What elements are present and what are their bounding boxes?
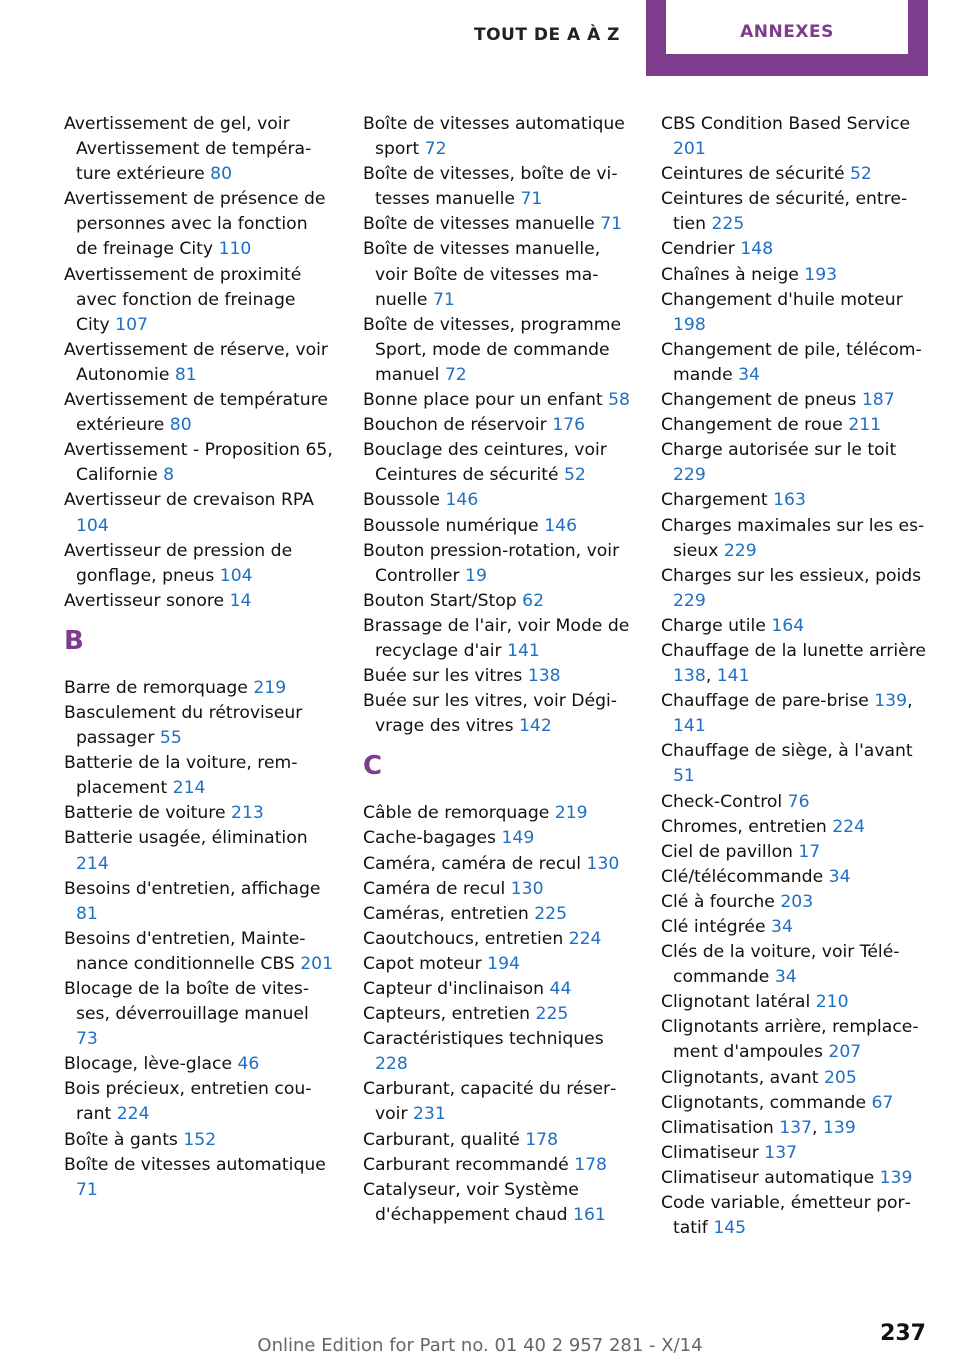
index-entry: [64, 701, 334, 751]
index-entry: [661, 112, 931, 162]
index-entry-text: Avertissement de présence de personnes avec la fonction de freinage City: [64, 189, 326, 260]
index-entry-text: Climatiseur: [661, 1142, 765, 1163]
page-ref-link[interactable]: 104: [219, 565, 253, 586]
index-entry-text: Catalyseur, voir Système d'échappement chaud: [363, 1179, 579, 1225]
index-entry-text: Caméra de recul: [363, 878, 511, 899]
page-ref-link[interactable]: 139: [879, 1167, 913, 1188]
index-entry-text: Carburant, qualité: [363, 1129, 526, 1150]
page-ref-link[interactable]: 231: [413, 1104, 446, 1125]
index-entry: [363, 1027, 633, 1077]
page-ref-link[interactable]: 194: [487, 953, 520, 974]
index-entry: [363, 614, 633, 664]
page-ref-link[interactable]: 145: [713, 1218, 747, 1239]
index-entry-text: Clé intégrée: [661, 917, 772, 937]
index-entry-text: Chargement: [661, 490, 774, 511]
index-entry: [363, 689, 633, 739]
index-entry-text: Climatiseur automatique: [661, 1167, 880, 1188]
index-entry-text: Clé/télécommande: [661, 866, 829, 887]
index-entry-text: Boîte de vitesses, programme Sport, mode de commande manuel: [363, 314, 622, 385]
index-entry: [363, 952, 633, 977]
index-entry: [661, 288, 931, 338]
index-entry-text: Changement d'huile moteur: [661, 289, 903, 310]
index-entry: [363, 388, 633, 413]
chapter-tab: [646, 0, 928, 76]
page-ref-link[interactable]: 51: [673, 766, 695, 787]
index-entry: [64, 977, 334, 1052]
page-ref-link[interactable]: 146: [445, 490, 479, 511]
index-entry-text: Buée sur les vitres: [363, 666, 528, 687]
index-entry: [64, 877, 334, 927]
page-ref-link[interactable]: 55: [159, 728, 182, 749]
running-header: [0, 0, 644, 76]
page-ref-link[interactable]: 152: [183, 1129, 217, 1150]
index-entry-text: Bouton pression-rotation, voir Controller: [363, 540, 620, 586]
index-entry-text: Avertissement - Proposition 65, Californie: [64, 440, 333, 486]
index-entry: [363, 1077, 633, 1127]
index-entry: [363, 902, 633, 927]
index-entry: [661, 438, 931, 488]
page-ref-link[interactable]: 76: [787, 791, 810, 812]
index-entry: [661, 237, 931, 262]
index-entry-text: Basculement du rétroviseur passager: [64, 702, 303, 749]
index-entry-text: Carburant recommandé: [363, 1154, 575, 1175]
page-ref-link[interactable]: 81: [76, 903, 98, 924]
index-entry-text: Code variable, émetteur portatif: [661, 1193, 911, 1239]
index-entry: [363, 826, 633, 851]
index-entry: [661, 990, 931, 1015]
index-entry: [64, 263, 334, 338]
index-entry: [363, 514, 633, 539]
page-ref-link[interactable]: 198: [673, 314, 706, 335]
index-entry: [661, 338, 931, 388]
index-entry-text: Chaînes à neige: [661, 264, 805, 285]
index-column-3: [661, 112, 931, 1241]
index-entry: [64, 1077, 334, 1127]
index-entry-text: Avertissement de température extérieure: [64, 390, 328, 436]
page-ref-link[interactable]: 146: [544, 515, 578, 536]
page-ref-link[interactable]: 67: [871, 1092, 894, 1113]
page-ref-link[interactable]: 178: [574, 1154, 607, 1175]
index-entry: [363, 313, 633, 388]
index-entry-text: Changement de roue: [661, 415, 849, 436]
index-entry-text: Boussole numérique: [363, 515, 545, 536]
index-entry: [363, 237, 633, 312]
index-entry: [64, 187, 334, 262]
page-ref-link[interactable]: 225: [711, 214, 745, 235]
page-ref-link[interactable]: 213: [231, 803, 264, 824]
page-ref-link[interactable]: 17: [798, 841, 821, 862]
index-entry-text: Bonne place pour un enfant: [363, 390, 609, 411]
index-entry: [661, 915, 931, 940]
page-ref-link[interactable]: 71: [520, 189, 543, 210]
chapter-title: ANNEXES: [740, 22, 834, 42]
index-entry-text: Clé à fourche: [661, 891, 781, 912]
index-entry: [661, 790, 931, 815]
index-entry-text: Changement de pile, télécommande: [661, 339, 922, 385]
index-entry-text: Barre de remorquage: [64, 677, 254, 698]
page-ref-link[interactable]: 203: [780, 891, 814, 912]
page-ref-link[interactable]: 210: [815, 992, 849, 1013]
page-ref-link[interactable]: 138: [673, 666, 706, 687]
page-ref-link[interactable]: 187: [861, 390, 895, 411]
index-entry: [64, 1128, 334, 1153]
page-ref-link[interactable]: 8: [163, 465, 175, 486]
index-column-1: [64, 112, 334, 1203]
index-column-2: [363, 112, 633, 1228]
index-entry: [363, 1178, 633, 1228]
index-entry-text: Clignotants, commande: [661, 1092, 872, 1113]
page-ref-link[interactable]: 130: [510, 878, 544, 899]
page-ref-link[interactable]: 52: [850, 164, 872, 185]
index-entry-text: Besoins d'entretien, affichage: [64, 878, 321, 899]
index-entry-text: Brassage de l'air, voir Mode de recyclage d'air: [363, 615, 630, 661]
index-entry-text: Chauffage de la lunette arrière: [661, 640, 926, 661]
index-entry-text: Boîte de vitesses automatique: [64, 1154, 326, 1175]
index-entry-text: Boîte de vitesses manuelle: [363, 214, 601, 235]
index-entry-text: Cache-bagages: [363, 828, 502, 849]
index-entry-text: Charge utile: [661, 615, 772, 636]
index-entry-text: Capteur d'inclinaison: [363, 979, 550, 999]
index-entry-text: Batterie usagée, élimination: [64, 828, 308, 849]
index-entry-text: Blocage de la boîte de vitesses, déverrouillage manuel: [64, 979, 310, 1025]
index-entry: [661, 514, 931, 564]
page-ref-link[interactable]: 34: [738, 364, 760, 385]
index-entry-text: Avertissement de proximité avec fonction de freinage City: [64, 264, 302, 335]
index-entry: [661, 840, 931, 865]
page-ref-link[interactable]: 44: [549, 979, 572, 999]
index-entry-text: Charge autorisée sur le toit: [661, 440, 897, 461]
index-entry-text: Charges maximales sur les essieux: [661, 515, 925, 561]
index-entry-text: Boîte à gants: [64, 1129, 184, 1150]
index-entry: [64, 801, 334, 826]
index-entry: [363, 801, 633, 826]
index-entry: [64, 676, 334, 701]
index-entry: [661, 1116, 931, 1141]
page-ref-link[interactable]: 205: [824, 1067, 857, 1088]
page-ref-link[interactable]: 104: [76, 515, 109, 536]
page-ref-link[interactable]: 72: [424, 139, 447, 160]
page-ref-link[interactable]: 229: [673, 590, 706, 611]
index-entry: [661, 162, 931, 187]
index-entry-text: Caméra, caméra de recul: [363, 853, 587, 874]
index-entry: [64, 488, 334, 538]
page-ref-link[interactable]: 229: [673, 465, 706, 486]
page-ref-link[interactable]: 62: [522, 590, 545, 611]
index-entry: [363, 112, 633, 162]
page-ref-link[interactable]: 225: [535, 1004, 569, 1025]
page-ref-link[interactable]: 193: [804, 264, 838, 285]
index-letter-heading: B: [64, 625, 84, 656]
page-ref-link[interactable]: 148: [740, 239, 774, 260]
page-ref-link[interactable]: 214: [76, 853, 109, 874]
footer-edition: Online Edition for Part no. 01 40 2 957 281 - X/14: [257, 1335, 703, 1356]
page-ref-link[interactable]: 71: [432, 289, 455, 310]
index-entry-text: Charges sur les essieux, poids: [661, 565, 922, 586]
index-letter-heading: C: [363, 751, 383, 782]
page-ref-link[interactable]: 52: [564, 465, 586, 486]
page-ref-separator: ,: [705, 666, 717, 687]
index-entry: [64, 927, 334, 977]
page-ref-link[interactable]: 110: [218, 239, 252, 260]
page-ref-separator: ,: [907, 691, 913, 712]
index-entry: [661, 739, 931, 789]
index-entry: [363, 877, 633, 902]
page-ref-link[interactable]: 207: [828, 1042, 862, 1063]
index-entry: [64, 338, 334, 388]
index-entry-text: Avertisseur de pression de gonflage, pneus: [64, 540, 293, 586]
index-entry: [661, 815, 931, 840]
index-entry-text: Bouton Start/Stop: [363, 590, 523, 611]
page-ref-link[interactable]: 164: [771, 615, 805, 636]
index-entry-text: Cendrier: [661, 239, 741, 260]
index-entry-text: Ciel de pavillon: [661, 841, 799, 862]
index-entry-text: Capot moteur: [363, 953, 488, 974]
page-ref-link[interactable]: 34: [771, 917, 793, 937]
index-entry-text: CBS Condition Based Service: [661, 114, 911, 134]
index-entry: [661, 890, 931, 915]
page-ref-link[interactable]: 58: [608, 390, 630, 411]
page-ref-link[interactable]: 107: [115, 314, 148, 335]
page-ref-link[interactable]: 224: [116, 1104, 150, 1125]
index-entry: [661, 1091, 931, 1116]
page-ref-link[interactable]: 161: [573, 1204, 606, 1225]
index-entry: [363, 488, 633, 513]
index-entry-text: Bouchon de réservoir: [363, 415, 553, 436]
page-ref-link[interactable]: 46: [237, 1054, 260, 1075]
index-entry: [363, 927, 633, 952]
page-ref-link[interactable]: 224: [568, 928, 602, 949]
index-entry: [661, 639, 931, 689]
page-ref-link[interactable]: 163: [773, 490, 806, 511]
index-entry: [363, 539, 633, 589]
index-entry-text: Avertissement de réserve, voir Autonomie: [64, 339, 328, 385]
index-entry-text: Besoins d'entretien, Maintenance conditionnelle CBS: [64, 928, 306, 974]
page-ref-link[interactable]: 137: [764, 1142, 798, 1163]
index-entry-text: Clignotants, avant: [661, 1067, 824, 1088]
index-entry: [64, 751, 334, 801]
index-entry: [363, 413, 633, 438]
section-title: TOUT DE A À Z: [474, 25, 620, 45]
index-entry: [661, 413, 931, 438]
index-entry: [64, 589, 334, 614]
index-entry: [661, 1141, 931, 1166]
index-entry-text: Bouclage des ceintures, voir Ceintures de sécurité: [363, 440, 607, 486]
index-entry: [661, 388, 931, 413]
index-entry: [64, 1052, 334, 1077]
page-ref-link[interactable]: 14: [229, 590, 252, 611]
page-ref-link[interactable]: 214: [172, 778, 206, 799]
page-ref-link[interactable]: 219: [253, 677, 287, 698]
index-entry-text: Buée sur les vitres, voir Dégivrage des vitres: [363, 691, 617, 737]
page-ref-link[interactable]: 141: [507, 640, 540, 661]
index-entry-text: Câble de remorquage: [363, 803, 555, 824]
page-ref-link[interactable]: 80: [210, 164, 233, 185]
index-entry-text: Changement de pneus: [661, 390, 862, 411]
page-ref-link[interactable]: 201: [300, 953, 334, 974]
index-entry-text: Ceintures de sécurité: [661, 164, 850, 185]
page-ref-link[interactable]: 219: [554, 803, 588, 824]
index-entry-text: Carburant, capacité du réservoir: [363, 1079, 617, 1125]
index-entry-text: Avertisseur sonore: [64, 590, 230, 611]
index-entry: [661, 614, 931, 639]
index-entry-text: Caméras, entretien: [363, 903, 535, 924]
index-entry-text: Bois précieux, entretien courant: [64, 1079, 312, 1125]
index-entry: [64, 539, 334, 589]
page-ref-link[interactable]: 138: [527, 666, 561, 687]
page-ref-link[interactable]: 229: [723, 540, 757, 561]
page-ref-link[interactable]: 19: [465, 565, 487, 586]
index-entry: [661, 263, 931, 288]
index-entry-text: Batterie de la voiture, remplacement: [64, 753, 298, 799]
index-entry: [661, 488, 931, 513]
index-entry: [661, 865, 931, 890]
page-ref-link[interactable]: 225: [534, 903, 568, 924]
index-entry-text: Check-Control: [661, 791, 788, 812]
index-entry-text: Chauffage de siège, à l'avant: [661, 741, 913, 762]
page-ref-link[interactable]: 71: [600, 214, 623, 235]
index-entry: [363, 438, 633, 488]
page-ref-link[interactable]: 72: [444, 364, 467, 385]
index-entry: [363, 852, 633, 877]
index-entry-text: Capteurs, entretien: [363, 1004, 536, 1025]
index-entry-text: Caoutchoucs, entretien: [363, 928, 569, 949]
index-entry: [661, 564, 931, 614]
page-ref-link[interactable]: 139: [822, 1117, 856, 1138]
page-ref-link[interactable]: 141: [716, 666, 750, 687]
index-entry-text: Chromes, entretien: [661, 816, 833, 837]
index-entry-text: Ceintures de sécurité, entretien: [661, 189, 908, 235]
index-entry: [363, 1002, 633, 1027]
index-entry: [661, 1191, 931, 1241]
page-ref-separator: ,: [812, 1117, 823, 1138]
page-ref-link[interactable]: 228: [375, 1054, 408, 1075]
index-entry-text: Batterie de voiture: [64, 803, 232, 824]
index-entry: [363, 977, 633, 1002]
index-entry: [661, 1066, 931, 1091]
index-entry: [64, 112, 334, 187]
index-entry: [661, 689, 931, 739]
index-entry: [363, 589, 633, 614]
page-ref-link[interactable]: 34: [774, 967, 797, 988]
page-ref-link[interactable]: 81: [174, 364, 197, 385]
index-entry: [64, 438, 334, 488]
page-ref-link[interactable]: 141: [673, 716, 706, 737]
page-ref-link[interactable]: 71: [76, 1179, 98, 1200]
index-entry-text: Boîte de vitesses automatique sport: [363, 114, 625, 160]
index-entry: [64, 1153, 334, 1203]
index-entry: [363, 1153, 633, 1178]
index-entry-text: Boussole: [363, 490, 446, 511]
index-entry: [661, 1015, 931, 1065]
index-entry-text: Boîte de vitesses manuelle, voir Boîte de vitesses manuelle: [363, 239, 601, 310]
page-ref-link[interactable]: 80: [169, 415, 192, 436]
index-entry: [363, 664, 633, 689]
page-ref-link[interactable]: 130: [586, 853, 620, 874]
index-entry-text: Caractéristiques techniques: [363, 1029, 604, 1050]
page-ref-link[interactable]: 137: [779, 1117, 813, 1138]
index-entry-text: Clignotant latéral: [661, 992, 816, 1013]
index-entry: [661, 940, 931, 990]
index-entry: [661, 187, 931, 237]
index-entry: [363, 162, 633, 212]
index-entry: [64, 826, 334, 876]
index-entry-text: Avertisseur de crevaison RPA: [64, 490, 314, 511]
page-ref-link[interactable]: 34: [828, 866, 851, 887]
page-ref-link[interactable]: 176: [552, 415, 586, 436]
index-entry: [64, 388, 334, 438]
page-ref-link[interactable]: 73: [76, 1029, 98, 1050]
index-entry: [363, 212, 633, 237]
page-ref-link[interactable]: 201: [673, 139, 706, 160]
index-entry-text: Clignotants arrière, remplacement d'ampoules: [661, 1017, 919, 1063]
index-entry-text: Clés de la voiture, voir Télécommande: [661, 942, 900, 988]
index-entry-text: Chauffage de pare-brise: [661, 691, 875, 712]
chapter-tab-inner: [666, 0, 908, 54]
index-entry-text: Boîte de vitesses, boîte de vitesses manuelle: [363, 164, 618, 210]
page-ref-link[interactable]: 139: [874, 691, 908, 712]
page-ref-link[interactable]: 149: [501, 828, 535, 849]
index-entry-text: Blocage, lève-glace: [64, 1054, 238, 1075]
page-ref-link[interactable]: 142: [519, 716, 552, 737]
page-ref-link[interactable]: 224: [832, 816, 866, 837]
index-entry-text: Avertissement de gel, voir Avertissement de température extérieure: [64, 114, 312, 185]
page-ref-link[interactable]: 178: [525, 1129, 559, 1150]
page-ref-link[interactable]: 211: [848, 415, 882, 436]
page-number: 237: [880, 1321, 926, 1346]
index-entry: [363, 1128, 633, 1153]
index-entry: [661, 1166, 931, 1191]
index-entry-text: Climatisation: [661, 1117, 780, 1138]
